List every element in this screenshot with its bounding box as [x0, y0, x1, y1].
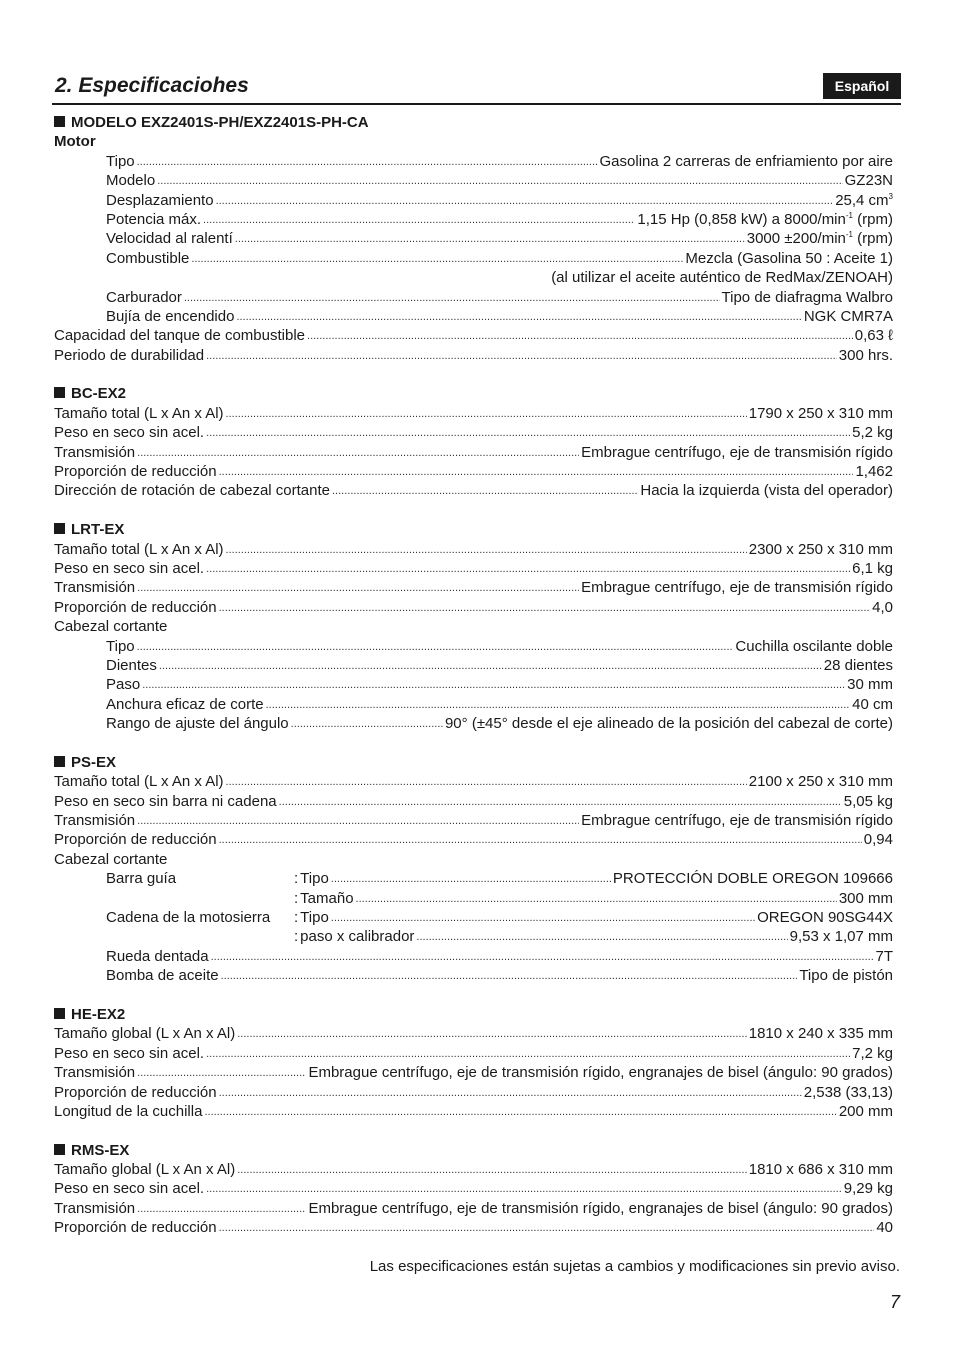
disclaimer-note: Las especificaciones están sujetas a cambios y modificaciones sin previo aviso. [369, 1258, 900, 1275]
section-heading-model: MODELO EXZ2401S-PH/EXZ2401S-PH-CA [54, 113, 893, 132]
spec-row: Transmisión ..... Embrague centrífugo, eje de transmisión rígido, engranajes de bisel (ángulo: 90 grados) [54, 1199, 893, 1218]
page-title: 2. Especificaciohes [55, 74, 249, 97]
square-bullet-icon [54, 1144, 65, 1155]
specifications-table [54, 113, 893, 1238]
spec-row: Transmisión ..... Embrague centrífugo, eje de transmisión rígido [54, 578, 893, 597]
title-divider [52, 103, 901, 105]
spec-row: Modelo ..... GZ23N [54, 171, 893, 190]
spec-row: Dirección de rotación de cabezal cortante ..... Hacia la izquierda (vista del operador) [54, 481, 893, 500]
spec-row: Dientes ..... 28 dientes [54, 656, 893, 675]
spec-row: Desplazamiento ..... 25,4 $cm^3$ [54, 191, 893, 210]
spec-row: Tamaño total (L x An x Al) ..... 2300 x 250 x 310 mm [54, 540, 893, 559]
spec-row: Proporción de reducción ..... 4,0 [54, 598, 893, 617]
cutting-head-label: Cabezal cortante [54, 618, 168, 636]
spec-row: Tipo ..... Cuchilla oscilante doble [54, 637, 893, 656]
spec-row: Velocidad al ralentí ..... $3000 \pm 200/\min^{-1}$ (rpm) [54, 229, 893, 248]
spec-row: Transmisión ..... Embrague centrífugo, eje de transmisión rígido [54, 443, 893, 462]
spec-row: Tamaño global (L x An x Al) ..... 1810 x 240 x 335 mm [54, 1024, 893, 1043]
square-bullet-icon [54, 523, 65, 534]
square-bullet-icon [54, 756, 65, 767]
spec-row: Anchura eficaz de corte ..... 40 cm [54, 695, 893, 714]
spec-row: Peso en seco sin barra ni cadena ..... 5,05 kg [54, 792, 893, 811]
square-bullet-icon [54, 1008, 65, 1019]
section-heading-bc-ex2: BC-EX2 [54, 384, 893, 403]
cutting-head-label: Cabezal cortante [54, 850, 168, 868]
spec-row-continuation: (al utilizar el aceite auténtico de RedMax/ZENOAH) [551, 269, 893, 287]
square-bullet-icon [54, 387, 65, 398]
spec-row: Proporción de reducción ..... 0,94 [54, 830, 893, 849]
motor-label: Motor [54, 133, 96, 151]
spec-row: Carburador ..... Tipo de diafragma Walbro [54, 288, 893, 307]
spec-row: Capacidad del tanque de combustible ..... 0,63 ℓ [54, 326, 893, 345]
spec-row: Paso ..... 30 mm [54, 675, 893, 694]
language-badge: Español [823, 73, 901, 99]
spec-row: Tipo ..... Gasolina 2 carreras de enfriamiento por aire [54, 152, 893, 171]
spec-row: Proporción de reducción ..... 1,462 [54, 462, 893, 481]
page-number: 7 [889, 1292, 900, 1312]
section-heading-lrt-ex: LRT-EX [54, 520, 893, 539]
spec-row: Peso en seco sin acel. ..... 6,1 kg [54, 559, 893, 578]
spec-row: : Tamaño ..... 300 mm [54, 889, 893, 908]
section-heading-ps-ex: PS-EX [54, 753, 893, 772]
spec-row: Barra guía : Tipo ..... PROTECCIÓN DOBLE OREGON 109666 [54, 869, 893, 888]
spec-row: Cadena de la motosierra : Tipo ..... OREGON 90SG44X [54, 908, 893, 927]
spec-row: Rueda dentada ..... 7T [54, 947, 893, 966]
spec-row: Tamaño global (L x An x Al) ..... 1810 x 686 x 310 mm [54, 1160, 893, 1179]
section-heading-he-ex2: HE-EX2 [54, 1005, 893, 1024]
spec-row: Proporción de reducción ..... 40 [54, 1218, 893, 1237]
spec-row: Potencia máx. ..... 1,15 Hp (0,858 kW) a $8000/\min^{-1}$ (rpm) [54, 210, 893, 229]
spec-row: Rango de ajuste del ángulo ..... 90° (±45° desde el eje alineado de la posición del cabezal de corte) [54, 714, 893, 733]
spec-row: Combustible ..... Mezcla (Gasolina 50 : Aceite 1) [54, 249, 893, 268]
spec-row: Peso en seco sin acel. ..... 5,2 kg [54, 423, 893, 442]
spec-row: Tamaño total (L x An x Al) ..... 2100 x 250 x 310 mm [54, 772, 893, 791]
spec-row: Tamaño total (L x An x Al) ..... 1790 x 250 x 310 mm [54, 404, 893, 423]
square-bullet-icon [54, 116, 65, 127]
spec-row: Transmisión ..... Embrague centrífugo, eje de transmisión rígido, engranajes de bisel (ángulo: 90 grados) [54, 1063, 893, 1082]
spec-row: Longitud de la cuchilla ..... 200 mm [54, 1102, 893, 1121]
spec-row: Peso en seco sin acel. ..... 7,2 kg [54, 1044, 893, 1063]
spec-row: : paso x calibrador ..... 9,53 x 1,07 mm [54, 927, 893, 946]
spec-row: Periodo de durabilidad ..... 300 hrs. [54, 346, 893, 365]
section-heading-rms-ex: RMS-EX [54, 1141, 893, 1160]
spec-row: Transmisión ..... Embrague centrífugo, eje de transmisión rígido [54, 811, 893, 830]
spec-row: Peso en seco sin acel. ..... 9,29 kg [54, 1179, 893, 1198]
spec-row: Bujía de encendido ..... NGK CMR7A [54, 307, 893, 326]
spec-row: Proporción de reducción ..... 2,538 (33,13) [54, 1083, 893, 1102]
spec-row: Bomba de aceite ..... Tipo de pistón [54, 966, 893, 985]
